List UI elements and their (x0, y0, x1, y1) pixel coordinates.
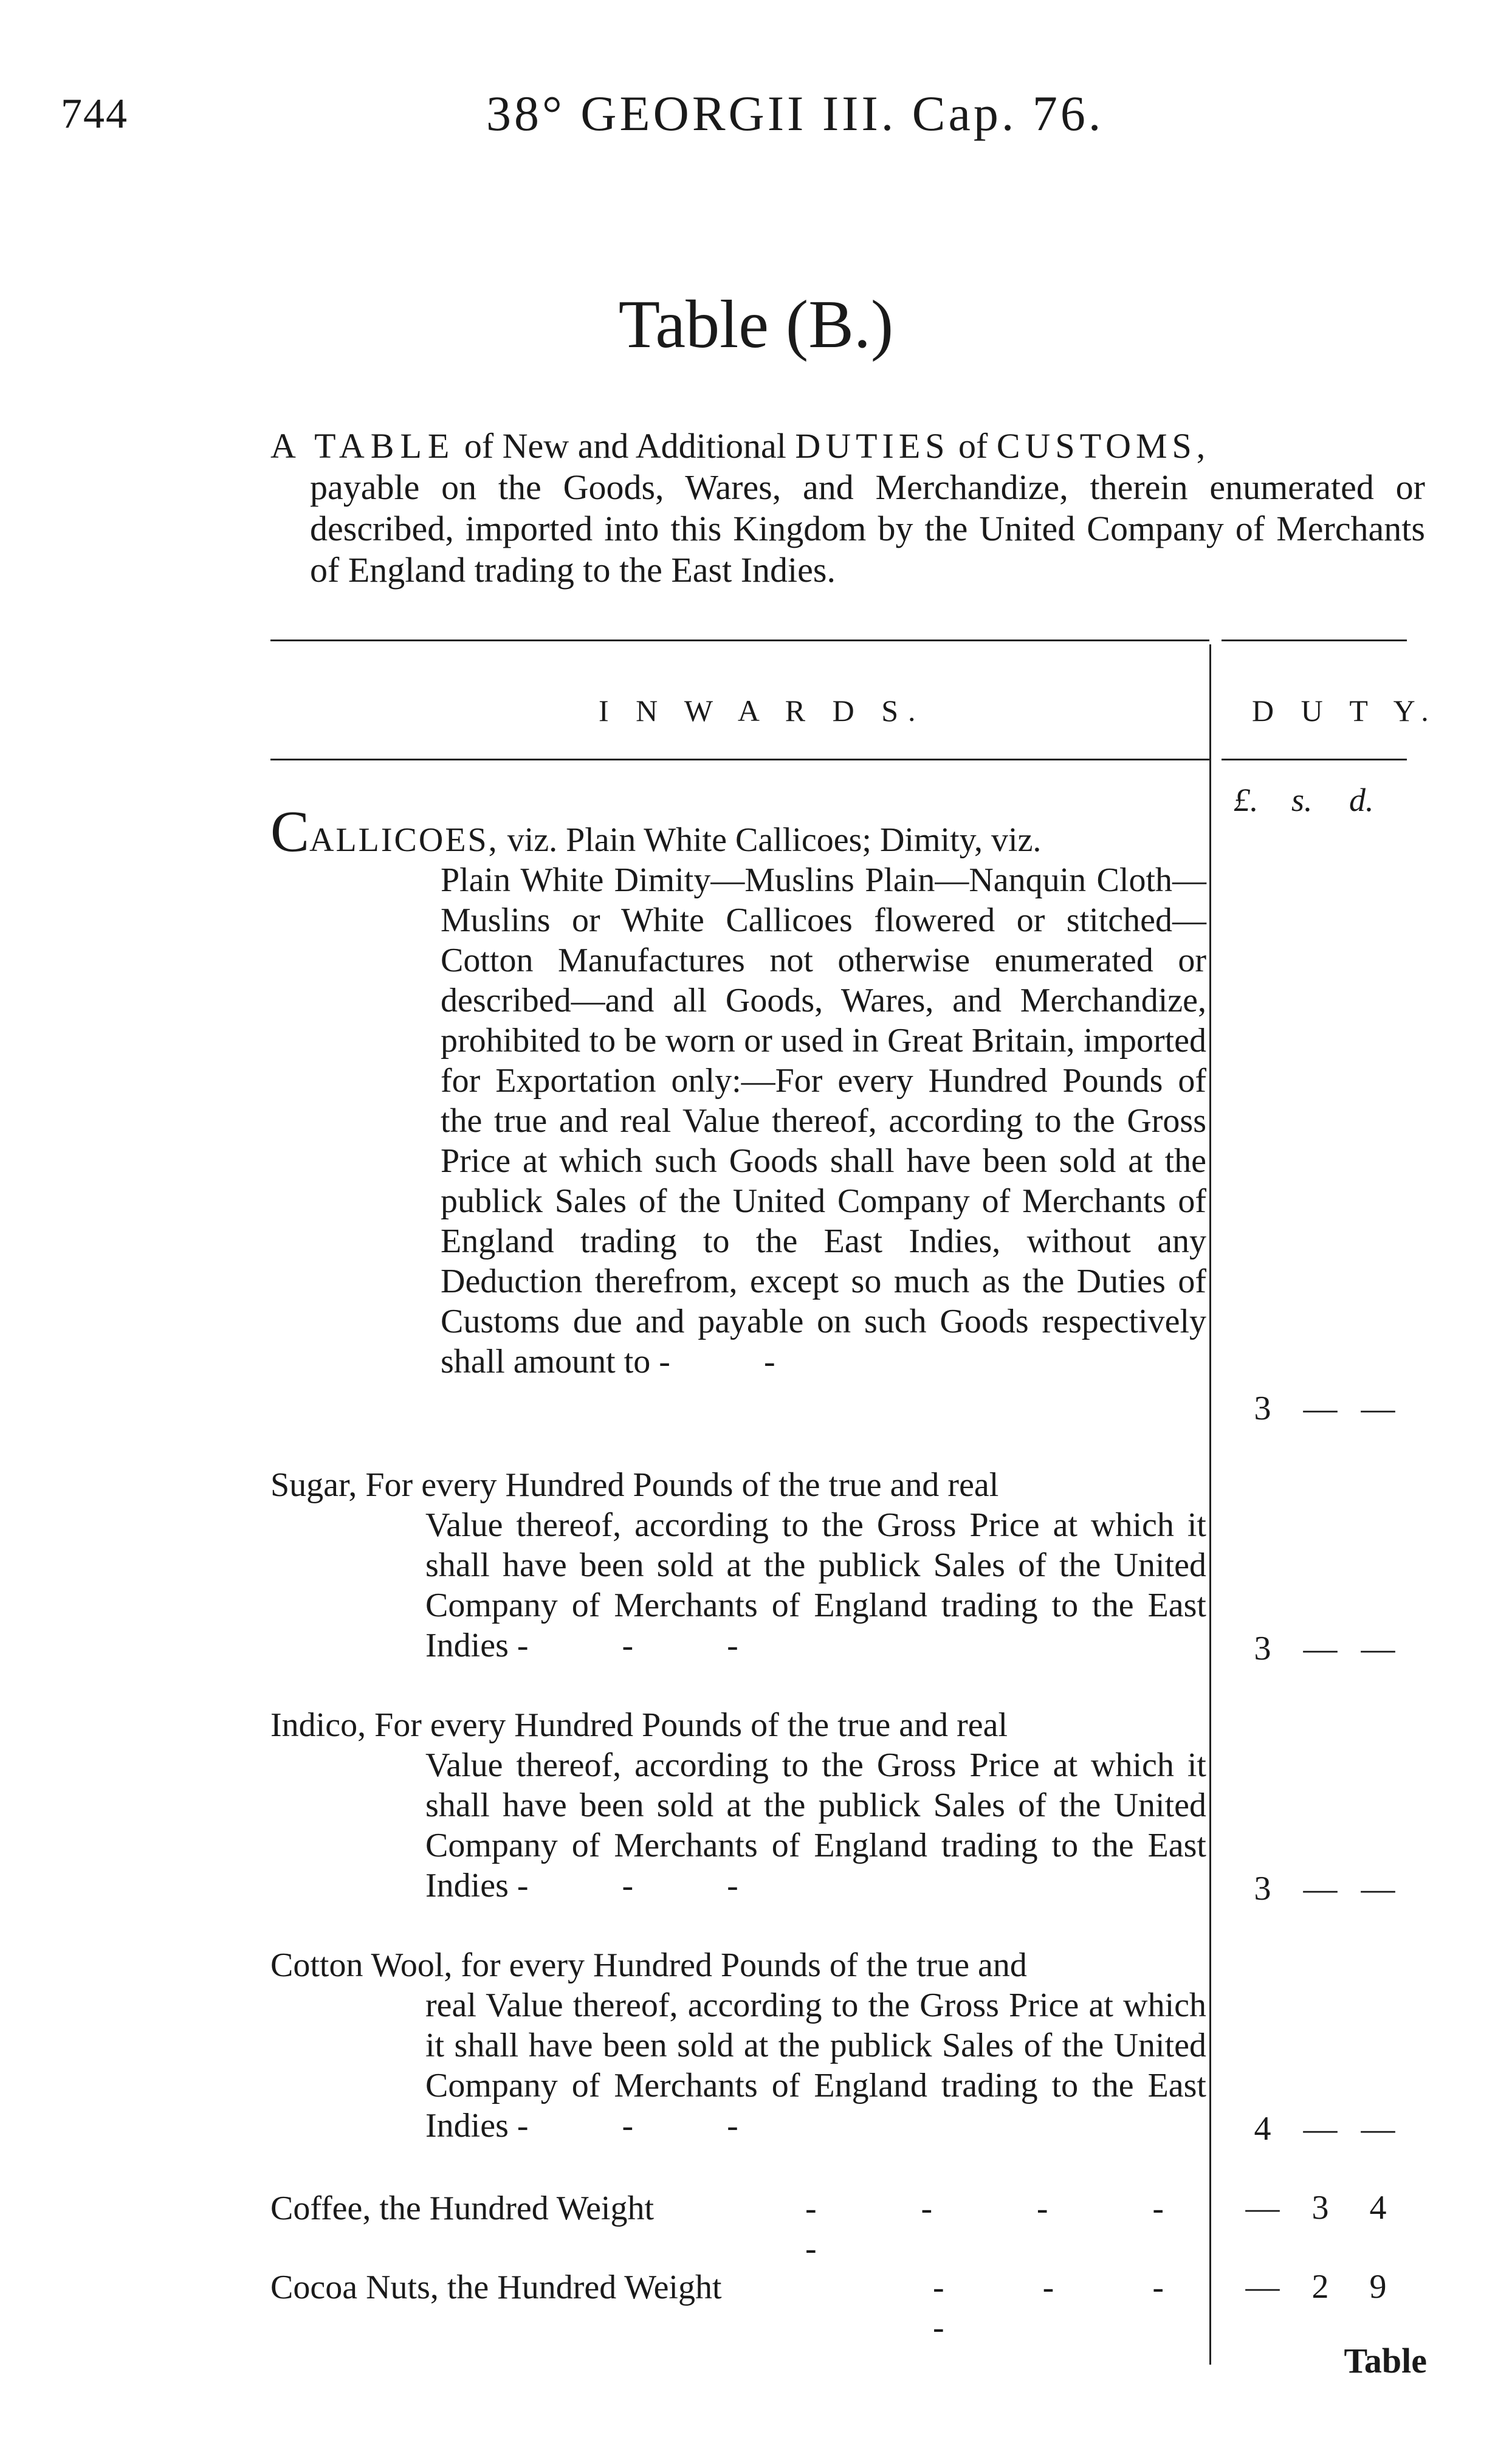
page-number: 744 (61, 91, 128, 137)
unit-shillings: s. (1291, 782, 1313, 818)
page-header (0, 85, 1512, 164)
entry-heading-smallcaps: ALLICOES, (309, 821, 499, 859)
entry-first-line: Coffee, the Hundred Weight (270, 2190, 655, 2227)
duty-pounds: — (1245, 2189, 1280, 2227)
running-head: 38° GEORGII III. Cap. 76. (486, 86, 1104, 141)
duty-indico (1234, 1869, 1407, 1908)
entry-body-text: real Value thereof, according to the Gross Price at which it shall have been sold at the publick Sales of the United Company of Merchants of England trading to the East Indies (425, 1987, 1206, 2145)
header-bottom-rule-duty (1222, 759, 1407, 760)
duty-coffee (1234, 2188, 1407, 2227)
entry-body (270, 1985, 1206, 2146)
drop-cap: C (270, 799, 310, 864)
entry-first-line: Cocoa Nuts, the Hundred Weight (270, 2269, 722, 2306)
entry-first-line: Sugar, For every Hundred Pounds of the true and real (270, 1466, 999, 1504)
duty-pence: 9 (1369, 2268, 1387, 2306)
entry-first-line: Indico, For every Hundred Pounds of the true and real (270, 1706, 1008, 1744)
duty-callicoes (1234, 1389, 1407, 1428)
entry-text (270, 2267, 1206, 2346)
table-top-rule-duty (1222, 639, 1407, 641)
dot-leaders: - - - (517, 1867, 781, 1904)
entry-text (270, 1465, 1206, 1666)
duty-units (1234, 781, 1407, 819)
duty-shillings: — (1303, 1630, 1338, 1667)
entry-text (270, 1945, 1206, 2146)
intro-caps-customs: CUSTOMS, (996, 426, 1211, 466)
duty-shillings: — (1303, 2110, 1338, 2148)
entry-sugar (270, 1465, 1206, 1666)
duty-pence: — (1361, 1630, 1395, 1667)
entry-body (270, 860, 1206, 1382)
entry-first-line: Cotton Wool, for every Hundred Pounds of the true and (270, 1946, 1027, 1984)
entry-first-line-text: viz. Plain White Callicoes; Dimity, viz. (498, 821, 1042, 859)
dot-leaders: - - - (517, 1627, 781, 1664)
intro-paragraph (270, 426, 1425, 591)
duty-pence: — (1361, 1870, 1395, 1908)
duty-pounds: 4 (1254, 2110, 1271, 2148)
intro-lead: A TABLE (270, 426, 456, 466)
column-divider (1209, 644, 1211, 2365)
duty-pence: — (1361, 1390, 1395, 1427)
duty-pounds: 3 (1254, 1870, 1271, 1908)
header-bottom-rule (270, 759, 1209, 760)
dot-leaders: - - - - (933, 2269, 1206, 2346)
unit-pence: d. (1349, 782, 1374, 818)
duty-cotton-wool (1234, 2109, 1407, 2148)
column-heading-duty: D U T Y. (1252, 694, 1438, 728)
catchword: Table (1344, 2341, 1427, 2380)
duty-shillings: — (1303, 1870, 1338, 1908)
entry-first-line (270, 799, 1206, 864)
duty-pounds: 3 (1254, 1390, 1271, 1427)
dot-leaders: - - (659, 1343, 818, 1380)
duty-sugar (1234, 1629, 1407, 1668)
entry-text (270, 799, 1206, 1382)
entry-indico (270, 1705, 1206, 1906)
column-heading-inwards: I N W A R D S. (599, 694, 926, 728)
intro-caps-duties: DUTIES (795, 426, 950, 466)
intro-text-1: of New and Additional (455, 426, 796, 466)
duty-pence: 4 (1369, 2189, 1387, 2227)
duty-pounds: 3 (1254, 1630, 1271, 1667)
duty-shillings: — (1303, 1390, 1338, 1427)
entry-body (270, 1745, 1206, 1906)
entry-cocoa-nuts (270, 2267, 1206, 2346)
duty-shillings: 2 (1311, 2268, 1329, 2306)
entry-text (270, 1705, 1206, 1906)
dot-leaders: - - - (517, 2107, 781, 2145)
entry-body-text: Value thereof, according to the Gross Price at which it shall have been sold at the publick Sales of the United Company of Merchants of England trading to the East Indies (425, 1746, 1206, 1904)
entry-text (270, 2188, 1206, 2267)
entry-callicoes (270, 799, 1206, 1382)
unit-pounds: £. (1234, 782, 1259, 818)
intro-text-2: of (949, 426, 997, 466)
entry-body-text: Plain White Dimity—Muslins Plain—Nanquin Cloth—Muslins or White Callicoes flowered or stitched—Cotton Manufactures not otherwise enumerated or described—and all Goods, Wares, and Merchandize, prohibited to be worn or used in Great Britain, imported for Exportation only:—For every Hundred Pounds of the true and real Value thereof, according to the Gross Price at which such Goods shall have been sold at the publick Sales of the United Company of Merchants of England trading to the East Indies, without any Deduction therefrom, except so much as the Duties of Customs due and payable on such Goods respectively shall amount to (441, 861, 1206, 1380)
entry-body (270, 1505, 1206, 1666)
table-top-rule (270, 639, 1209, 641)
entry-body-text: Value thereof, according to the Gross Price at which it shall have been sold at the publick Sales of the United Company of Merchants of England trading to the East Indies (425, 1506, 1206, 1664)
intro-rest: payable on the Goods, Wares, and Merchandize, therein enumerated or described, imported into this Kingdom by the United Company of Merchants of England trading to the East Indies. (310, 467, 1425, 590)
dot-leaders: - - - - - (805, 2190, 1206, 2267)
entry-cotton-wool (270, 1945, 1206, 2146)
duty-cocoa-nuts (1234, 2267, 1407, 2306)
duty-pence: — (1361, 2110, 1395, 2148)
duty-pounds: — (1245, 2268, 1280, 2306)
table-title: Table (B.) (618, 287, 894, 362)
entry-coffee (270, 2188, 1206, 2267)
duty-shillings: 3 (1311, 2189, 1329, 2227)
